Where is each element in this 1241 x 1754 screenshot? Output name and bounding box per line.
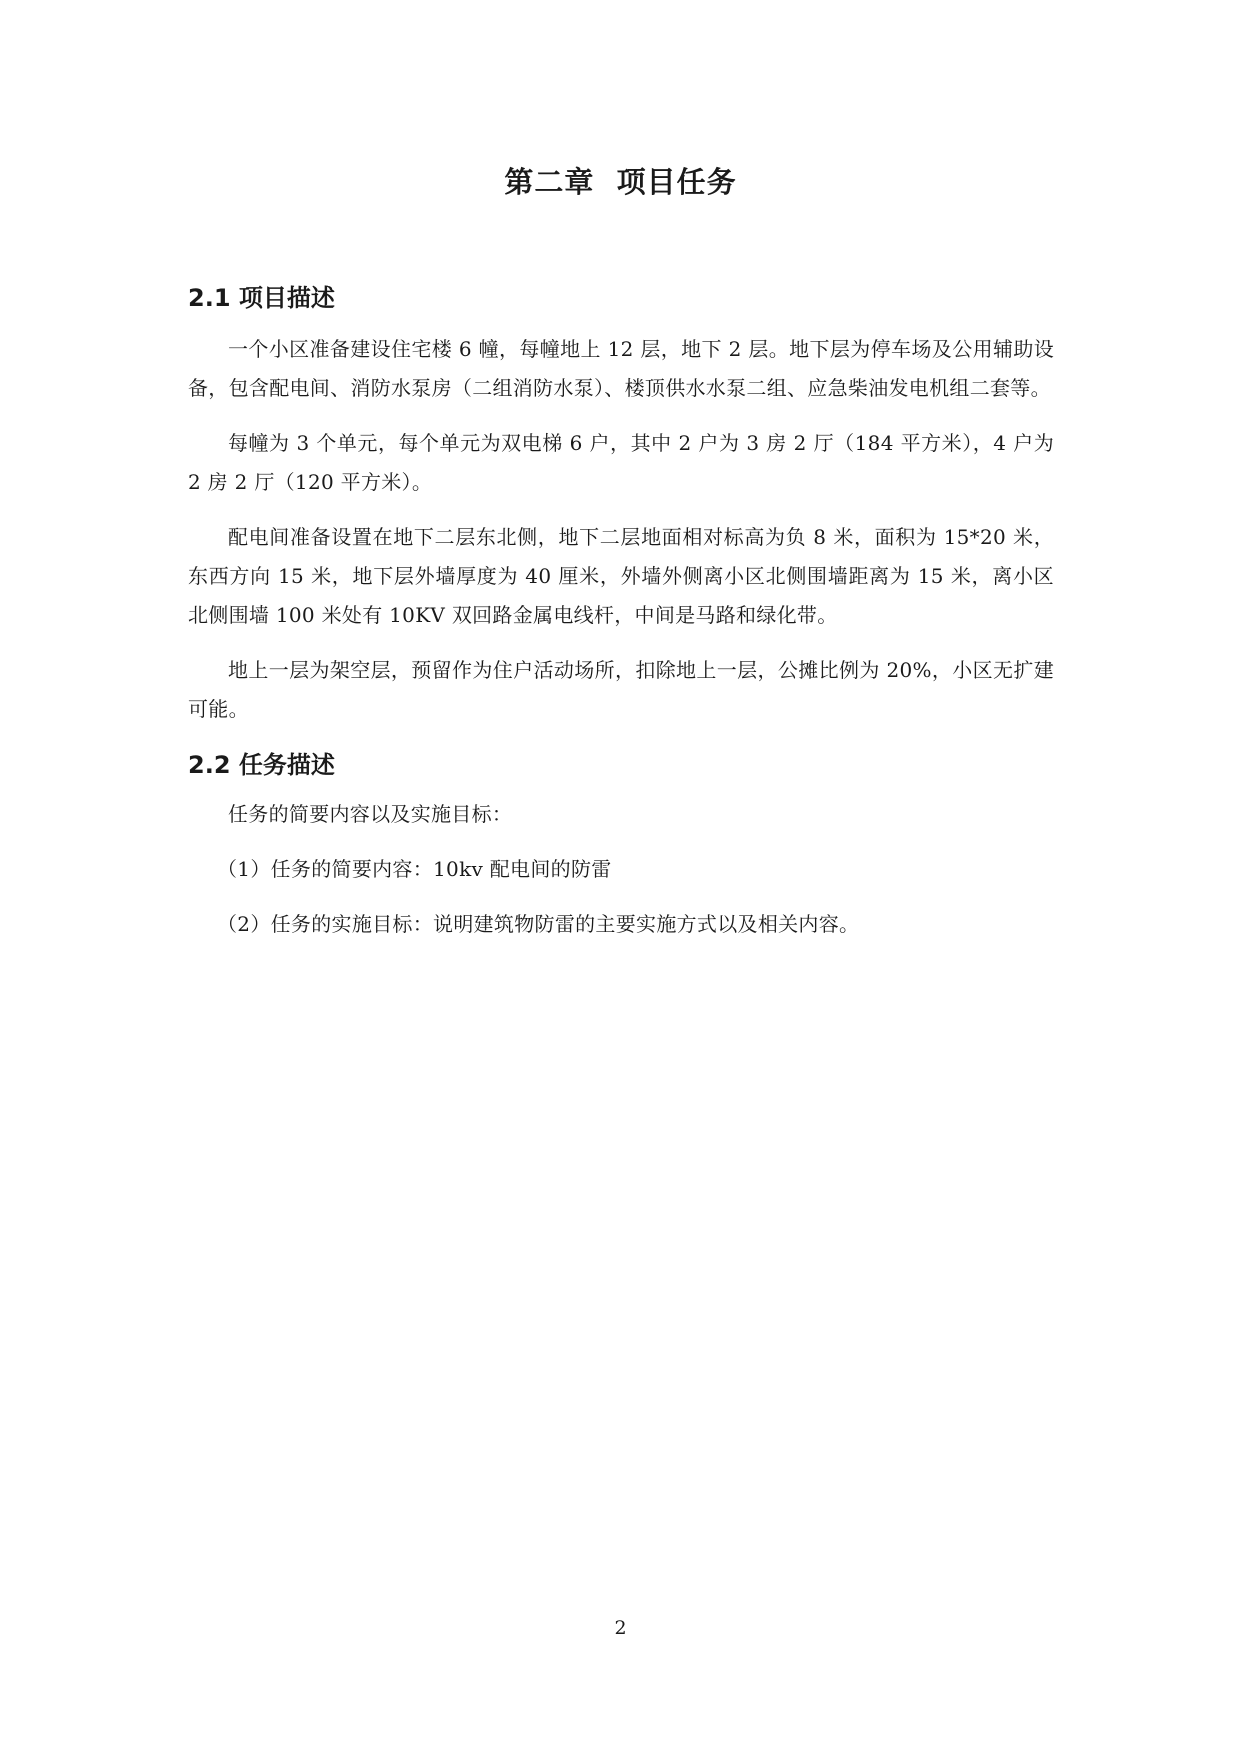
section-project-description	[188, 278, 1054, 729]
paragraph-ground-floor: 地上一层为架空层，预留作为住户活动场所，扣除地上一层，公摊比例为 20%，小区无扩建可能。	[188, 658, 1054, 721]
task-item-goal: （2）任务的实施目标：说明建筑物防雷的主要实施方式以及相关内容。	[217, 912, 860, 936]
chapter-title: 第二章 项目任务	[504, 165, 737, 199]
page-number: 2	[614, 1617, 627, 1639]
task-item-summary: （1）任务的简要内容：10kv 配电间的防雷	[217, 857, 612, 881]
paragraph-unit-layout: 每幢为 3 个单元，每个单元为双电梯 6 户，其中 2 户为 3 房 2 厅（184 平方米），4 户为 2 房 2 厅（120 平方米）。	[188, 431, 1054, 494]
section-heading-2-2: 2.2 任务描述	[188, 751, 335, 779]
task-intro: 任务的简要内容以及实施目标：	[228, 802, 513, 826]
section-heading-2-1: 2.1 项目描述	[188, 284, 335, 312]
task-list	[188, 795, 1054, 944]
page-content	[188, 278, 1054, 944]
section-task-description	[188, 745, 1054, 944]
paragraph-residential-overview: 一个小区准备建设住宅楼 6 幢，每幢地上 12 层，地下 2 层。地下层为停车场及公用辅助设备，包含配电间、消防水泵房（二组消防水泵）、楼顶供水水泵二组、应急柴油发电机组二套等。	[188, 337, 1054, 400]
paragraph-distribution-room-location: 配电间准备设置在地下二层东北侧，地下二层地面相对标高为负 8 米，面积为 15*20 米，东西方向 15 米，地下层外墙厚度为 40 厘米，外墙外侧离小区北侧围墙距离为 15 米，离小区北侧围墙 100 米处有 10KV 双回路金属电线杆，中间是马路和绿化带。	[188, 525, 1054, 627]
